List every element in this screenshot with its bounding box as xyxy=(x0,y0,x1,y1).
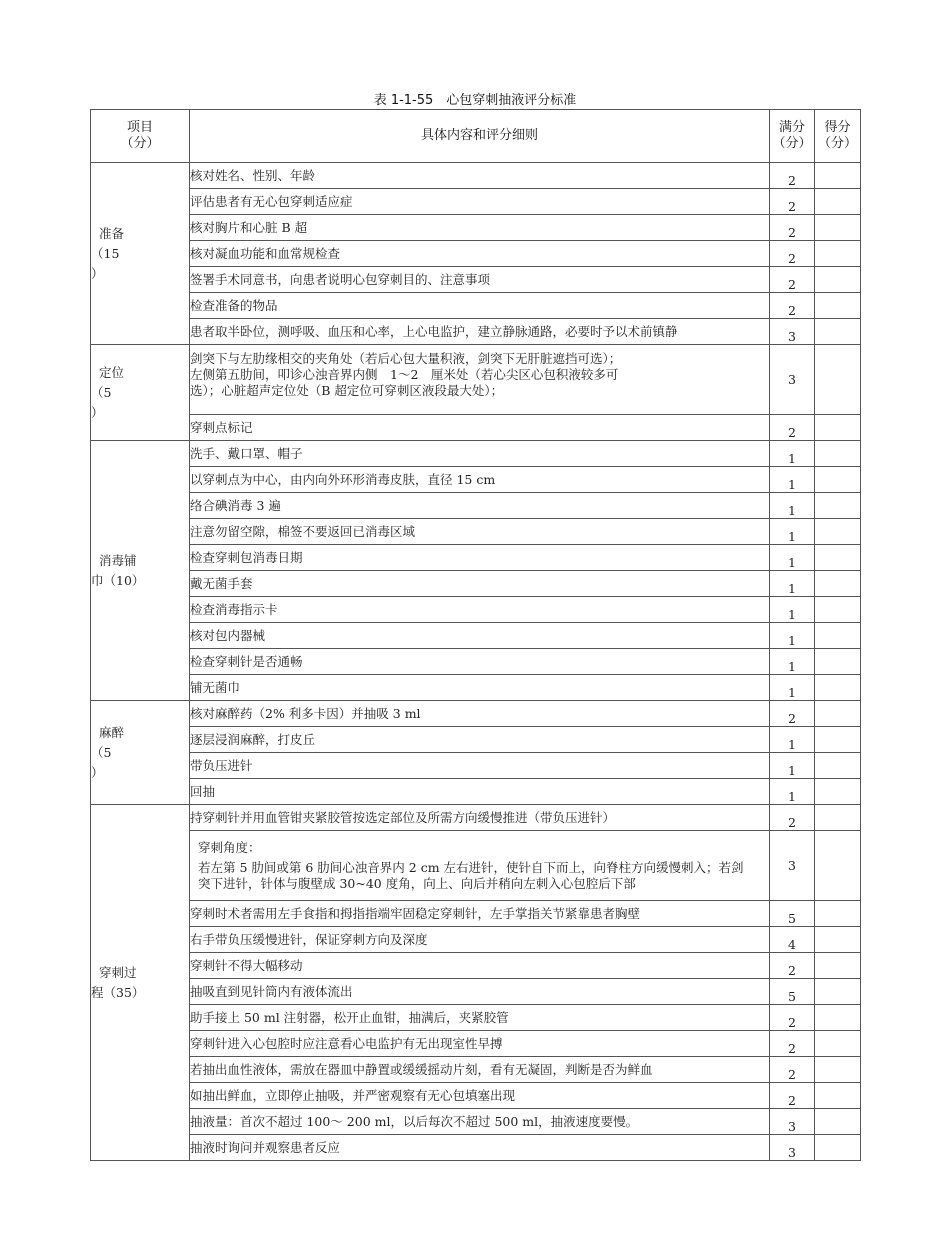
row-content: 抽吸直到见针筒内有液体流出 xyxy=(190,979,770,1005)
table-row xyxy=(91,163,861,189)
row-full-score: 1 xyxy=(770,441,815,467)
table-row xyxy=(91,319,861,345)
row-content: 核对麻醉药（2% 利多卡因）并抽吸 3 ml xyxy=(190,701,770,727)
row-full-score: 4 xyxy=(770,927,815,953)
row-content: 逐层浸润麻醉，打皮丘 xyxy=(190,727,770,753)
row-content: 穿刺针不得大幅移动 xyxy=(190,953,770,979)
row-content: 患者取半卧位，测呼吸、血压和心率，上心电监护，建立静脉通路，必要时予以术前镇静 xyxy=(190,319,770,345)
row-earned-score xyxy=(815,901,861,927)
row-earned-score xyxy=(815,441,861,467)
table-row xyxy=(91,519,861,545)
row-earned-score xyxy=(815,415,861,441)
row-full-score: 2 xyxy=(770,189,815,215)
row-full-score: 3 xyxy=(770,345,815,415)
row-full-score: 1 xyxy=(770,779,815,805)
row-earned-score xyxy=(815,241,861,267)
section-label-preparation: 准备 （15 ） xyxy=(91,163,190,345)
row-earned-score xyxy=(815,649,861,675)
row-earned-score xyxy=(815,675,861,701)
row-full-score: 2 xyxy=(770,805,815,831)
row-full-score: 1 xyxy=(770,571,815,597)
table-row xyxy=(91,571,861,597)
row-content: 持穿刺针并用血管钳夹紧胶管按选定部位及所需方向缓慢推进（带负压进针） xyxy=(190,805,770,831)
row-content: 核对包内器械 xyxy=(190,623,770,649)
table-row xyxy=(91,701,861,727)
table-row xyxy=(91,189,861,215)
row-earned-score xyxy=(815,1083,861,1109)
row-earned-score xyxy=(815,701,861,727)
section-label-puncture-process: 穿刺过 程（35） xyxy=(91,805,190,1161)
table-row xyxy=(91,415,861,441)
header-detail: 具体内容和评分细则 xyxy=(190,110,770,163)
row-full-score: 1 xyxy=(770,753,815,779)
row-full-score: 2 xyxy=(770,215,815,241)
row-earned-score xyxy=(815,545,861,571)
row-earned-score xyxy=(815,1031,861,1057)
row-content: 如抽出鲜血，立即停止抽吸，并严密观察有无心包填塞出现 xyxy=(190,1083,770,1109)
row-content: 核对凝血功能和血常规检查 xyxy=(190,241,770,267)
row-content: 助手接上 50 ml 注射器，松开止血钳，抽满后，夹紧胶管 xyxy=(190,1005,770,1031)
row-content: 带负压进针 xyxy=(190,753,770,779)
header-full-score: 满分 （分） xyxy=(770,110,815,163)
row-content: 戴无菌手套 xyxy=(190,571,770,597)
row-earned-score xyxy=(815,753,861,779)
row-content: 检查穿刺包消毒日期 xyxy=(190,545,770,571)
table-row xyxy=(91,675,861,701)
row-earned-score xyxy=(815,779,861,805)
table-row xyxy=(91,979,861,1005)
table-row xyxy=(91,779,861,805)
row-content: 抽液时询问并观察患者反应 xyxy=(190,1135,770,1161)
row-earned-score xyxy=(815,623,861,649)
table-row xyxy=(91,493,861,519)
row-full-score: 1 xyxy=(770,545,815,571)
row-earned-score xyxy=(815,189,861,215)
row-full-score: 2 xyxy=(770,701,815,727)
scoring-table xyxy=(90,109,861,1161)
row-full-score: 3 xyxy=(770,1109,815,1135)
table-row xyxy=(91,267,861,293)
row-full-score: 1 xyxy=(770,623,815,649)
row-full-score: 1 xyxy=(770,649,815,675)
table-row xyxy=(91,215,861,241)
row-earned-score xyxy=(815,493,861,519)
row-content: 检查消毒指示卡 xyxy=(190,597,770,623)
row-earned-score xyxy=(815,979,861,1005)
row-content: 检查准备的物品 xyxy=(190,293,770,319)
row-earned-score xyxy=(815,597,861,623)
table-row xyxy=(91,805,861,831)
row-content: 若抽出血性液体，需放在器皿中静置或缓缓摇动片刻，看有无凝固，判断是否为鲜血 xyxy=(190,1057,770,1083)
row-content: 核对胸片和心脏 B 超 xyxy=(190,215,770,241)
table-row xyxy=(91,953,861,979)
row-full-score: 2 xyxy=(770,1031,815,1057)
table-row xyxy=(91,927,861,953)
row-full-score: 3 xyxy=(770,319,815,345)
row-content: 穿刺时术者需用左手食指和拇指指端牢固稳定穿刺针，左手掌指关节紧靠患者胸壁 xyxy=(190,901,770,927)
row-full-score: 2 xyxy=(770,953,815,979)
row-earned-score xyxy=(815,727,861,753)
row-content: 核对姓名、性别、年龄 xyxy=(190,163,770,189)
row-earned-score xyxy=(815,831,861,901)
table-row xyxy=(91,1083,861,1109)
table-row xyxy=(91,901,861,927)
table-row xyxy=(91,1031,861,1057)
row-earned-score xyxy=(815,1057,861,1083)
row-content: 回抽 xyxy=(190,779,770,805)
table-row xyxy=(91,649,861,675)
header-earned-score: 得分 （分） xyxy=(815,110,861,163)
table-row xyxy=(91,1057,861,1083)
row-content: 以穿刺点为中心，由内向外环形消毒皮肤，直径 15 cm xyxy=(190,467,770,493)
row-full-score: 2 xyxy=(770,293,815,319)
row-earned-score xyxy=(815,1135,861,1161)
row-earned-score xyxy=(815,519,861,545)
row-earned-score xyxy=(815,571,861,597)
row-earned-score xyxy=(815,215,861,241)
row-content: 评估患者有无心包穿刺适应症 xyxy=(190,189,770,215)
row-content: 铺无菌巾 xyxy=(190,675,770,701)
row-earned-score xyxy=(815,293,861,319)
row-content: 抽液量：首次不超过 100～ 200 ml，以后每次不超过 500 ml，抽液速度要慢。 xyxy=(190,1109,770,1135)
row-full-score: 2 xyxy=(770,1057,815,1083)
row-full-score: 2 xyxy=(770,1083,815,1109)
section-label-positioning: 定位 （5 ） xyxy=(91,345,190,441)
table-row xyxy=(91,545,861,571)
row-full-score: 1 xyxy=(770,493,815,519)
row-content: 穿刺角度： 若左第 5 肋间或第 6 肋间心浊音界内 2 cm 左右进针，使针自下而上，向脊柱方向缓慢刺入；若剑突下进针，针体与腹壁成 30~40 度角，向上、向后并稍向左刺入心包腔后下部 xyxy=(190,831,770,901)
row-full-score: 1 xyxy=(770,675,815,701)
row-earned-score xyxy=(815,163,861,189)
row-earned-score xyxy=(815,805,861,831)
row-content: 注意勿留空隙，棉签不要返回已消毒区域 xyxy=(190,519,770,545)
row-earned-score xyxy=(815,1109,861,1135)
row-content: 剑突下与左肋缘相交的夹角处（若后心包大量积液，剑突下无肝脏遮挡可选）； 左侧第五肋间，叩诊心浊音界内侧 1～2 厘米处（若心尖区心包积液较多可 选）；心脏超声定位处（B 超定位可穿刺区液段最大处）； xyxy=(190,345,770,415)
row-earned-score xyxy=(815,467,861,493)
header-item: 项目 （分） xyxy=(91,110,190,163)
row-full-score: 3 xyxy=(770,831,815,901)
table-row xyxy=(91,441,861,467)
table-row xyxy=(91,467,861,493)
row-full-score: 3 xyxy=(770,1135,815,1161)
table-row xyxy=(91,241,861,267)
table-row xyxy=(91,1135,861,1161)
row-content: 签署手术同意书，向患者说明心包穿刺目的、注意事项 xyxy=(190,267,770,293)
row-earned-score xyxy=(815,267,861,293)
row-earned-score xyxy=(815,1005,861,1031)
row-content: 络合碘消毒 3 遍 xyxy=(190,493,770,519)
row-content: 穿刺点标记 xyxy=(190,415,770,441)
row-earned-score xyxy=(815,345,861,415)
row-content: 右手带负压缓慢进针，保证穿刺方向及深度 xyxy=(190,927,770,953)
table-row xyxy=(91,597,861,623)
row-content: 检查穿刺针是否通畅 xyxy=(190,649,770,675)
section-label-disinfection: 消毒铺 巾（10） xyxy=(91,441,190,701)
table-row xyxy=(91,1109,861,1135)
table-caption: 表 1-1-55 心包穿刺抽液评分标准 xyxy=(373,93,577,108)
row-full-score: 2 xyxy=(770,1005,815,1031)
row-earned-score xyxy=(815,953,861,979)
row-full-score: 1 xyxy=(770,597,815,623)
row-full-score: 2 xyxy=(770,241,815,267)
table-row xyxy=(91,623,861,649)
row-full-score: 2 xyxy=(770,415,815,441)
table-row xyxy=(91,727,861,753)
row-content: 穿刺针进入心包腔时应注意看心电监护有无出现室性早搏 xyxy=(190,1031,770,1057)
row-full-score: 5 xyxy=(770,901,815,927)
row-full-score: 5 xyxy=(770,979,815,1005)
table-row xyxy=(91,753,861,779)
row-full-score: 1 xyxy=(770,467,815,493)
row-full-score: 1 xyxy=(770,519,815,545)
row-full-score: 1 xyxy=(770,727,815,753)
row-content: 洗手、戴口罩、帽子 xyxy=(190,441,770,467)
table-row xyxy=(91,1005,861,1031)
table-row xyxy=(91,293,861,319)
row-full-score: 2 xyxy=(770,267,815,293)
table-row xyxy=(91,345,861,415)
row-earned-score xyxy=(815,927,861,953)
table-row xyxy=(91,831,861,901)
row-earned-score xyxy=(815,319,861,345)
section-label-anesthesia: 麻醉 （5 ） xyxy=(91,701,190,805)
row-full-score: 2 xyxy=(770,163,815,189)
